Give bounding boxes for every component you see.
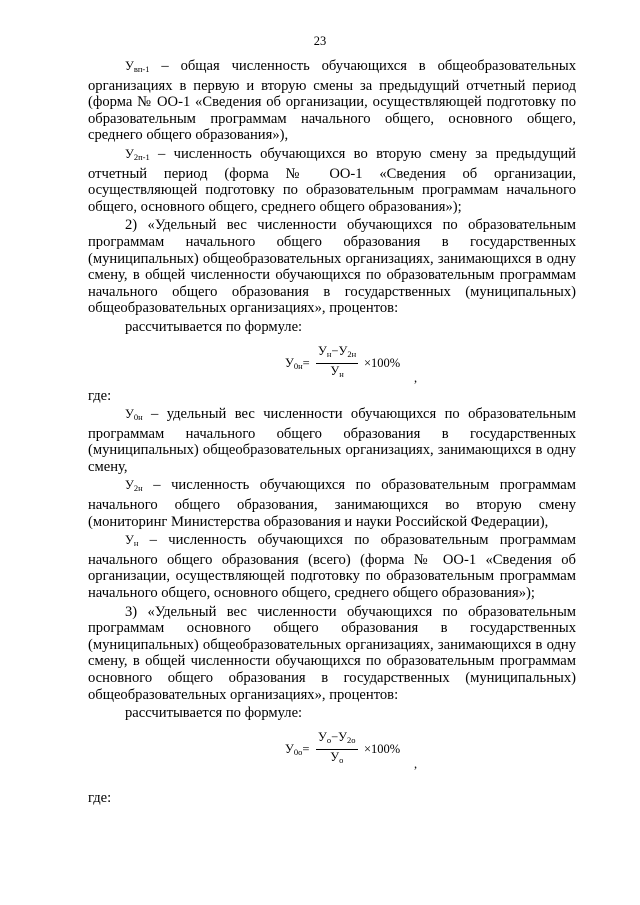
symbol-subscript: вп-1 bbox=[133, 64, 150, 74]
page-number: 23 bbox=[313, 34, 327, 48]
symbol-u: У bbox=[125, 478, 134, 493]
indicator-item-2: 2) «Удельный вес численности обучающихся по образовательным программам начального общего образования в государственных (муниципальных) общеобразовательных организациях, занимающихся в одну смену, в общей численности обучающихся по образовательным программам начального общего образования в государственных (муниципальных) общеобразовательных организациях», процентов: bbox=[88, 217, 576, 317]
fraction-numerator: $У_н-У_{2н}$ bbox=[316, 344, 358, 364]
definition-text: – удельный вес численности обучающихся по образовательным программам начального общего образования в государственных (муниципальных) общеобразовательных организациях, занимающихся в одну смену, bbox=[88, 406, 576, 475]
definition-u-2p1 bbox=[88, 146, 576, 215]
where-label: где: bbox=[88, 387, 112, 404]
indicator-item-3: 3) «Удельный вес численности обучающихся по образовательным программам основного общего образования в государственных (муниципальных) общеобразовательных организациях, занимающихся в одну смену, в общей численности обучающихся по образовательным программам основного общего образования в государственных (муниципальных) общеобразовательных организациях», процентов: bbox=[88, 603, 576, 703]
formula-fraction bbox=[316, 730, 358, 768]
formula-lhs: $У_{0о}=$ bbox=[285, 741, 310, 757]
formula-comma: , bbox=[414, 370, 418, 385]
definition-u-vp1 bbox=[88, 58, 576, 144]
symbol-u: У bbox=[125, 146, 134, 161]
where-label: где: bbox=[88, 789, 112, 806]
fraction-numerator: $У_о-У_{2о}$ bbox=[316, 730, 358, 750]
formula-multiplier: ×100% bbox=[364, 355, 401, 370]
fraction-denominator: $У_н$ bbox=[330, 363, 344, 379]
symbol-u: У bbox=[125, 59, 134, 73]
symbol-u: У bbox=[125, 407, 134, 422]
formula-comma: , bbox=[414, 756, 418, 771]
formula-2 bbox=[88, 729, 576, 771]
definition-u-n bbox=[88, 532, 576, 601]
symbol-u: У bbox=[125, 533, 134, 548]
definition-text: – численность обучающихся во вторую смену за предыдущий отчетный период (форма № ОО-1 «Сведения об организации, осуществляющей подготовку по образовательным программам начального общего, основного общего, среднего общего образования»); bbox=[88, 145, 576, 215]
formula-1 bbox=[88, 343, 576, 385]
formula-lhs: $У_{0н}=$ bbox=[285, 355, 310, 371]
symbol-subscript: 2н bbox=[133, 483, 143, 494]
symbol-subscript: н bbox=[133, 538, 139, 549]
document-body bbox=[88, 58, 576, 806]
definition-text: – численность обучающихся по образовательным программам начального общего образования, занимающихся во вторую смену (мониторинг Министерства образования и науки Российской Федерации), bbox=[88, 477, 576, 530]
symbol-subscript: 2п-1 bbox=[133, 151, 150, 162]
definition-text: – общая численность обучающихся в общеобразовательных организациях в первую и вторую смены за предыдущий отчетный период (форма № ОО-1 «Сведения об организации, осуществляющей подготовку по образовательным программам начального общего, основного общего, среднего общего образования»), bbox=[88, 58, 576, 144]
symbol-subscript: 0н bbox=[133, 412, 143, 423]
formula-intro: рассчитывается по формуле: bbox=[125, 705, 303, 722]
definition-u-0n bbox=[88, 406, 576, 475]
definition-text: – численность обучающихся по образовательным программам начального общего образования (всего) (форма № ОО-1 «Сведения об организации, осуществляющей подготовку по образовательным программам начального общего, основного общего, среднего общего образования»); bbox=[88, 532, 576, 602]
formula-intro: рассчитывается по формуле: bbox=[125, 318, 303, 335]
formula-multiplier: ×100% bbox=[364, 741, 401, 756]
formula-fraction bbox=[316, 344, 358, 382]
definition-u-2n bbox=[88, 477, 576, 530]
fraction-denominator: $У_о$ bbox=[330, 749, 344, 765]
